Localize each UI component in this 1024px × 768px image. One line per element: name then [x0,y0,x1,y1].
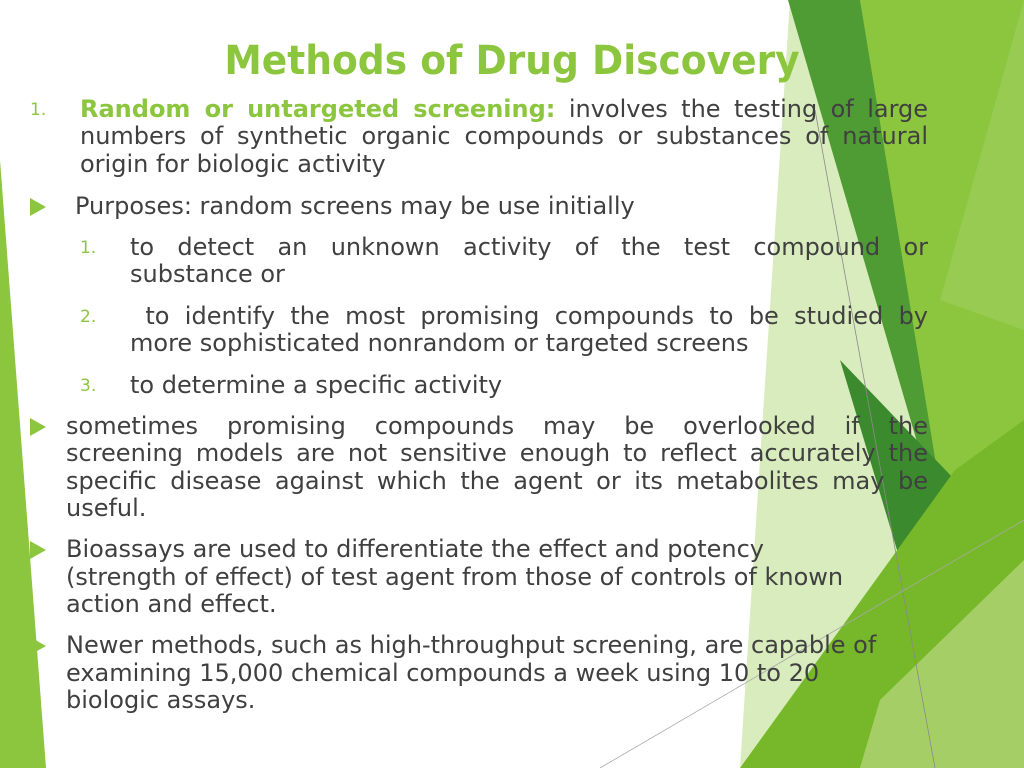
item1-line3: origin for biologic activity [80,150,386,178]
sub-item-3-line1: to determine a specific activity [130,371,503,399]
sub-item-2-line2: more sophisticated nonrandom or targeted screens [130,329,749,357]
sub-item-number: 2. [80,307,97,327]
bullet-arrow-icon [30,198,46,216]
purposes-text: Purposes: random screens may be use initially [75,192,635,220]
sub-item-number: 1. [80,238,97,258]
bullet-arrow-icon [30,637,46,655]
bullet2-line2: (strength of effect) of test agent from those of controls of known [66,563,844,591]
bullet3-line1: Newer methods, such as high-throughput screening, are capable of [66,631,877,659]
item1-lead: Random or untargeted screening: [80,95,556,123]
bullet1-line3: specific disease against which the agent or its metabolites may be [66,467,928,495]
sub-item-1-line2: substance or [130,260,285,288]
sub-item-number: 3. [80,376,97,396]
bullet1-line2: screening models are not sensitive enough to reflect accurately the [66,439,928,467]
item1-line2: numbers of synthetic organic compounds or substances of natural [80,122,928,150]
bullet3-line2: examining 15,000 chemical compounds a week using 10 to 20 [66,659,820,687]
item-number: 1. [30,100,47,120]
bullet3-line3: biologic assays. [66,686,256,714]
bullet-arrow-icon [30,418,46,436]
bullet2-line1: Bioassays are used to differentiate the effect and potency [66,535,764,563]
item1-line1 [80,96,928,124]
sub-item-1-line1: to detect an unknown activity of the test compound or [130,233,928,261]
slide-title: Methods of Drug Discovery [224,38,800,84]
bullet-arrow-icon [30,541,46,559]
sub-item-2-line1: to identify the most promising compounds to be studied by [130,302,928,330]
bullet2-line3: action and effect. [66,590,277,618]
bullet1-line4: useful. [66,494,147,522]
bullet1-line1: sometimes promising compounds may be overlooked if the [66,412,928,440]
item1-line1-rest: involves the testing of large [555,95,929,123]
